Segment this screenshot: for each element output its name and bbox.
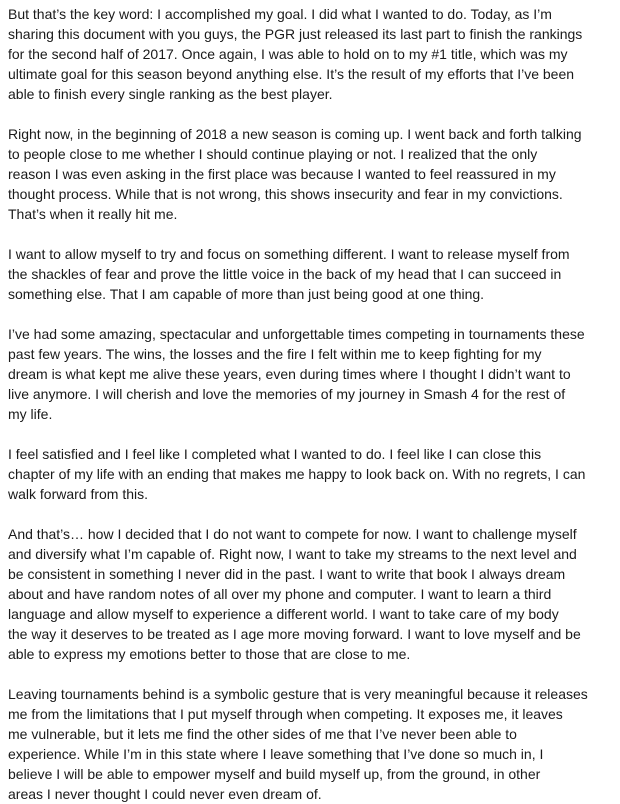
paragraph-7 [8, 684, 610, 804]
paragraph-line: the way it deserves to be treated as I age more moving forward. I want to love myself and be [8, 626, 581, 642]
paragraph-line: believe I will be able to empower myself and build myself up, from the ground, in other [8, 766, 541, 782]
paragraph-5 [8, 444, 610, 504]
paragraph-line: language and allow myself to experience a different world. I want to take care of my body [8, 606, 559, 622]
paragraph-line: sharing this document with you guys, the PGR just released its last part to finish the rankings [8, 26, 583, 42]
paragraph-line: ultimate goal for this season beyond anything else. It’s the result of my efforts that I’ve been [8, 66, 575, 82]
paragraph-line: experience. While I’m in this state where I leave something that I’ve done so much in, I [8, 746, 544, 762]
paragraph-line: and diversify what I’m capable of. Right now, I want to take my streams to the next level and [8, 546, 577, 562]
paragraph-line: I’ve had some amazing, spectacular and unforgettable times competing in tournaments these [8, 326, 585, 342]
paragraph-line: dream is what kept me alive these years, even during times where I thought I didn’t want to [8, 366, 571, 382]
paragraph-line: I want to allow myself to try and focus on something different. I want to release myself from [8, 246, 570, 262]
paragraph-1 [8, 4, 610, 104]
paragraph-line: chapter of my life with an ending that makes me happy to look back on. With no regrets, I can [8, 466, 586, 482]
paragraph-line: me vulnerable, but it lets me find the other sides of me that I’ve never been able to [8, 726, 517, 742]
paragraph-line: for the second half of 2017. Once again, I was able to hold on to my #1 title, which was my [8, 46, 568, 62]
paragraph-6 [8, 524, 610, 664]
paragraph-line: something else. That I am capable of more than just being good at one thing. [8, 286, 485, 302]
paragraph-3 [8, 244, 610, 304]
paragraph-line: past few years. The wins, the losses and the fire I felt within me to keep fighting for my [8, 346, 542, 362]
paragraph-line: the shackles of fear and prove the little voice in the back of my head that I can succeed in [8, 266, 562, 282]
paragraph-line: thought process. While that is not wrong, this shows insecurity and fear in my convictions. [8, 186, 563, 202]
paragraph-line: me from the limitations that I put myself through when competing. It exposes me, it leaves [8, 706, 563, 722]
paragraph-line: able to express my emotions better to those that are close to me. [8, 646, 411, 662]
paragraph-line: live anymore. I will cherish and love the memories of my journey in Smash 4 for the rest of [8, 386, 566, 402]
paragraph-line: But that’s the key word: I accomplished my goal. I did what I wanted to do. Today, as I’m [8, 6, 552, 22]
paragraph-line: my life. [8, 406, 53, 422]
paragraph-line: Right now, in the beginning of 2018 a new season is coming up. I went back and forth talking [8, 126, 582, 142]
paragraph-line: And that’s… how I decided that I do not want to compete for now. I want to challenge myself [8, 526, 577, 542]
paragraph-4 [8, 324, 610, 424]
paragraph-line: to people close to me whether I should continue playing or not. I realized that the only [8, 146, 538, 162]
paragraph-2 [8, 124, 610, 224]
paragraph-line: reason I was even asking in the first place was because I wanted to feel reassured in my [8, 166, 556, 182]
paragraph-line: That’s when it really hit me. [8, 206, 178, 222]
paragraph-line: Leaving tournaments behind is a symbolic gesture that is very meaningful because it releases [8, 686, 588, 702]
paragraph-line: walk forward from this. [8, 486, 149, 502]
paragraph-line: about and have random notes of all over my phone and computer. I want to learn a third [8, 586, 552, 602]
paragraph-line: I feel satisfied and I feel like I completed what I wanted to do. I feel like I can close this [8, 446, 542, 462]
paragraph-line: areas I never thought I could never even dream of. [8, 786, 322, 802]
paragraph-line: able to finish every single ranking as the best player. [8, 86, 333, 102]
paragraph-line: be consistent in something I never did in the past. I want to write that book I always dream [8, 566, 566, 582]
